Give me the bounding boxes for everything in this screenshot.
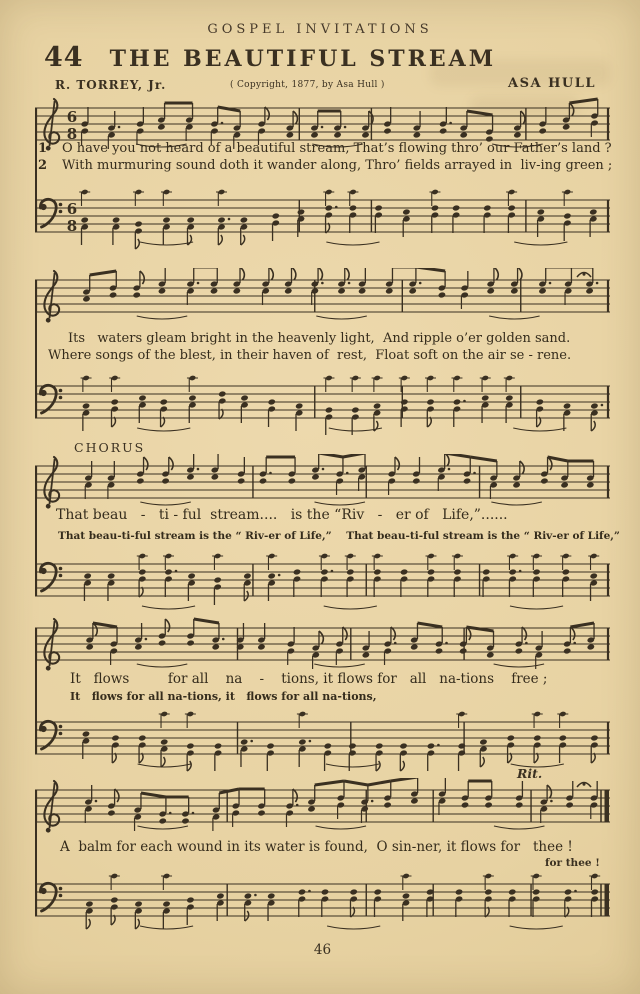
page-number: 46: [313, 942, 332, 958]
verse-2-continuation: Where songs of the blest, in their haven of rest, Float soft on the air se - rene.: [48, 348, 572, 363]
composer-credit: ASA HULL: [508, 76, 596, 91]
copyright-notice: ( Copyright, 1877, by Asa Hull ): [230, 80, 385, 90]
verse-2-number: 2: [38, 158, 48, 173]
song-title: THE BEAUTIFUL STREAM: [109, 46, 497, 72]
chorus-treble-staff: [35, 454, 610, 514]
verse-1-number: 1: [38, 141, 48, 156]
ritardando-marking: Rit.: [517, 766, 543, 781]
song-number: 44: [44, 42, 84, 73]
chorus-flows-echo-lyric: It flows for all na-tions, it flows for all na-tions,: [70, 690, 377, 703]
author-credit: R. TORREY, Jr.: [55, 78, 167, 92]
chorus-label: CHORUS: [74, 440, 146, 455]
verse-1-text: O have you not heard of a beautiful stream, That’s flowing thro’ our Father’s land ?: [62, 141, 612, 156]
system-4-treble-staff: [35, 616, 610, 676]
system-2-bass-staff: [35, 370, 610, 444]
svg-text:8: 8: [66, 125, 78, 143]
verse-2-text: With murmuring sound doth it wander along, Thro’ fields arrayed in liv-ing green ;: [62, 158, 613, 173]
verse-2-line: [38, 158, 612, 174]
chorus-bass-staff: [35, 548, 610, 622]
system-5-treble-staff: [35, 778, 610, 838]
final-lyric-line: A balm for each wound in its water is found, O sin-ner, it flows for thee !: [60, 839, 573, 855]
chorus-flows-lyric: It flows for all na - tions, it flows for all na-tions free ;: [70, 671, 548, 687]
running-head: GOSPEL INVITATIONS: [207, 22, 433, 37]
system-5-bass-staff: [35, 868, 610, 942]
chorus-melody-lyric: That beau - ti - ful stream.... is the “Riv - er of Life,”......: [56, 507, 508, 523]
echo-for-thee-label: for thee !: [545, 857, 600, 869]
system-1-bass-staff: [35, 184, 610, 258]
svg-text:8: 8: [66, 217, 78, 235]
chorus-echo-lyric: That beau-ti-ful stream is the “ Riv-er of Life,” That beau-ti-ful stream is the “ Riv-er of Life,”: [58, 530, 620, 542]
svg-text:6: 6: [66, 200, 78, 218]
system-2-treble-staff: [35, 268, 610, 328]
verse-1-continuation: Its waters gleam bright in the heavenly light, And ripple o’er golden sand.: [68, 331, 571, 346]
svg-text:6: 6: [66, 108, 78, 126]
title-row: [44, 42, 496, 73]
verse-1-line: [38, 141, 612, 157]
